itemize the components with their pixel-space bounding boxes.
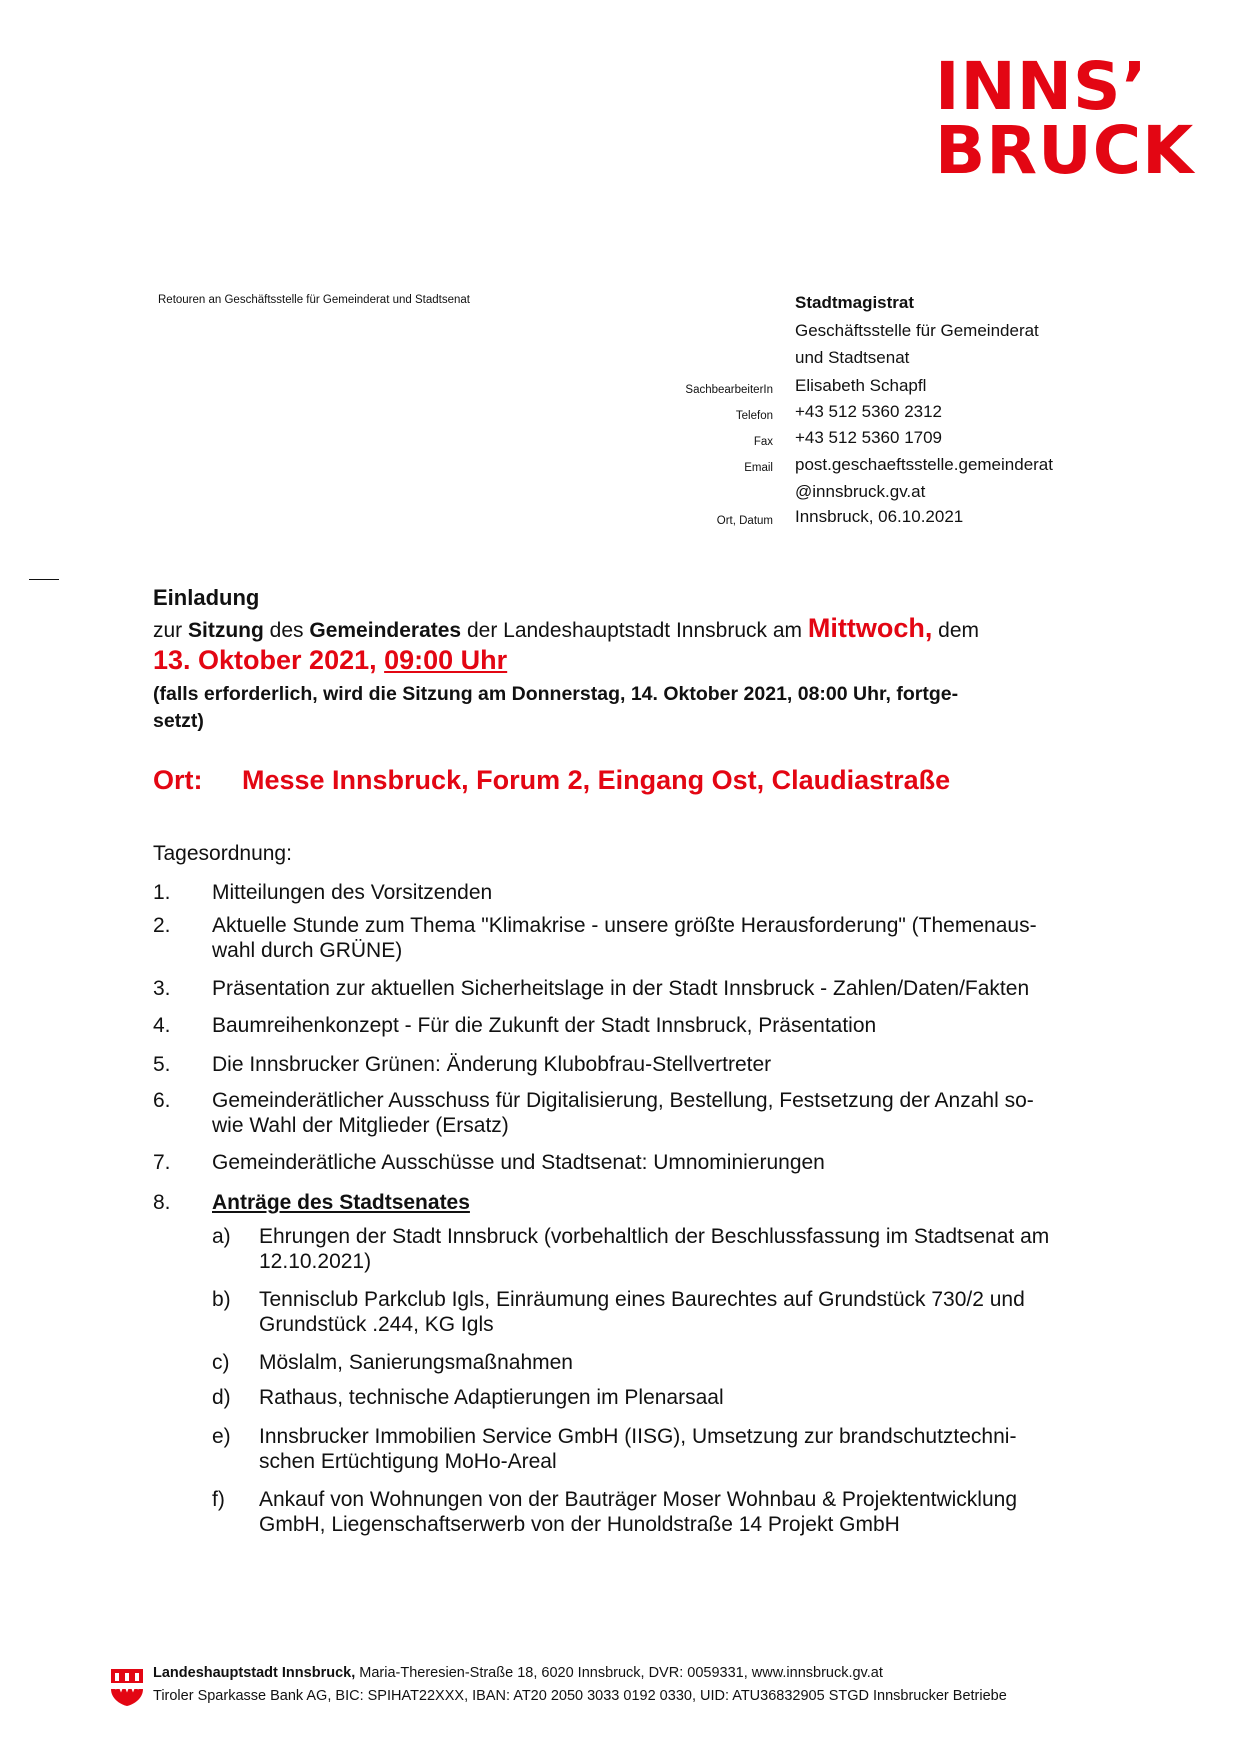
location-value: Messe Innsbruck, Forum 2, Eingang Ost, Claudiastraße — [242, 765, 951, 795]
subitem-label: b) — [212, 1288, 231, 1311]
intro-text-2: des — [263, 619, 310, 642]
meeting-date — [153, 645, 507, 676]
agenda-item-text-line-1: Aktuelle Stunde zum Thema "Klimakrise - unsere größte Herausforderung" (Themenaus- — [212, 914, 1037, 937]
agenda-item-text: Präsentation zur aktuellen Sicherheitslage in der Stadt Innsbruck - Zahlen/Daten/Fakten — [212, 977, 1030, 1000]
label-telefon: Telefon — [735, 410, 773, 422]
subitem-text-line-1: Ankauf von Wohnungen von der Bauträger Moser Wohnbau & Projektentwicklung — [259, 1488, 1018, 1511]
intro-text-1: zur — [153, 619, 189, 642]
subitem-text: Möslalm, Sanierungsmaßnahmen — [259, 1351, 573, 1374]
agenda-item-6 — [153, 1088, 1034, 1138]
value-telefon: +43 512 5360 2312 — [795, 402, 943, 421]
agenda-subitem-f — [212, 1487, 1017, 1537]
agenda-subitem-a — [212, 1224, 1049, 1274]
agenda-item-text-line-1: Gemeinderätlicher Ausschuss für Digitalisierung, Bestellung, Festsetzung der Anzahl so- — [212, 1089, 1034, 1112]
agenda-item-text: Mitteilungen des Vorsitzenden — [212, 881, 493, 904]
value-fax: +43 512 5360 1709 — [795, 428, 943, 447]
agenda-item-number: 8. — [153, 1191, 171, 1214]
agenda-item-number: 7. — [153, 1151, 171, 1174]
subitem-text — [259, 1487, 1017, 1537]
coat-of-arms-icon — [109, 1667, 145, 1707]
agenda-item-3 — [153, 976, 1029, 1001]
label-sachbearbeiterin: SachbearbeiterIn — [685, 384, 773, 396]
footer-line-1 — [153, 1665, 883, 1681]
agenda-item-number: 5. — [153, 1053, 171, 1076]
agenda-item-number: 2. — [153, 914, 171, 937]
continuation-note — [153, 681, 1113, 735]
subitem-text-line-1: Innsbrucker Immobilien Service GmbH (IISG), Umsetzung zur brandschutztechni- — [259, 1425, 1017, 1448]
agenda-item-text: Anträge des Stadtsenates — [212, 1191, 470, 1214]
agenda-item-number: 6. — [153, 1089, 171, 1112]
agenda-item-number: 1. — [153, 881, 171, 904]
sender-org: Stadtmagistrat — [795, 293, 915, 312]
subitem-text-line-2: GmbH, Liegenschaftserwerb von der Hunoldstraße 14 Projekt GmbH — [259, 1513, 900, 1536]
subitem-text — [259, 1287, 1025, 1337]
subitem-label: c) — [212, 1351, 230, 1374]
subitem-text — [259, 1224, 1049, 1274]
location-label: Ort: — [153, 765, 203, 795]
value-ort-datum: Innsbruck, 06.10.2021 — [795, 507, 964, 526]
subitem-text-line-2: 12.10.2021) — [259, 1250, 372, 1273]
footer-address: Maria-Theresien-Straße 18, 6020 Innsbruck, DVR: 0059331, www.innsbruck.gv.at — [355, 1665, 883, 1681]
agenda-item-number: 3. — [153, 977, 171, 1000]
agenda-item-text — [212, 913, 1037, 963]
agenda-item-text-line-2: wie Wahl der Mitglieder (Ersatz) — [212, 1114, 509, 1137]
value-email-line-2: @innsbruck.gv.at — [795, 482, 926, 501]
logo-line-1: INNS’ — [935, 48, 1148, 125]
subitem-label: a) — [212, 1225, 231, 1248]
subitem-text — [259, 1424, 1016, 1474]
label-ort-datum: Ort, Datum — [716, 515, 773, 527]
intro-day: Mittwoch, — [807, 613, 933, 643]
sender-dept-line-1: Geschäftsstelle für Gemeinderat — [795, 321, 1039, 340]
agenda-title: Tagesordnung: — [153, 842, 292, 865]
location — [153, 765, 950, 796]
intro-text-4: dem — [932, 619, 980, 642]
value-email-line-1: post.geschaeftsstelle.gemeinderat — [795, 455, 1053, 474]
subitem-label: d) — [212, 1386, 231, 1409]
meeting-time: 09:00 Uhr — [384, 645, 508, 675]
subitem-text-line-1: Ehrungen der Stadt Innsbruck (vorbehaltlich der Beschlussfassung im Stadtsenat am — [259, 1225, 1050, 1248]
agenda-subitem-b — [212, 1287, 1025, 1337]
subitem-label: e) — [212, 1425, 231, 1448]
note-line-2: setzt) — [153, 710, 204, 732]
agenda-item-text — [212, 1088, 1034, 1138]
agenda-item-5 — [153, 1052, 771, 1077]
agenda-item-1 — [153, 880, 492, 905]
subitem-text-line-2: Grundstück .244, KG Igls — [259, 1313, 494, 1336]
label-email: Email — [744, 462, 773, 474]
subitem-text: Rathaus, technische Adaptierungen im Plenarsaal — [259, 1386, 724, 1409]
agenda-item-text-line-2: wahl durch GRÜNE) — [212, 939, 403, 962]
note-line-1: (falls erforderlich, wird die Sitzung am Donnerstag, 14. Oktober 2021, 08:00 Uhr, fortge- — [153, 683, 959, 705]
agenda-item-number: 4. — [153, 1014, 171, 1037]
agenda-item-8 — [153, 1190, 470, 1215]
subitem-text-line-1: Tennisclub Parkclub Igls, Einräumung eines Baurechtes auf Grundstück 730/2 und — [259, 1288, 1025, 1311]
agenda-item-4 — [153, 1013, 876, 1038]
meeting-date-part: 13. Oktober 2021, — [153, 645, 385, 675]
intro-gemeinderates: Gemeinderates — [309, 619, 462, 642]
value-sachbearbeiterin: Elisabeth Schapfl — [795, 376, 927, 395]
agenda-item-text: Gemeinderätliche Ausschüsse und Stadtsenat: Umnominierungen — [212, 1151, 825, 1174]
logo-line-2: BRUCK — [935, 112, 1195, 189]
agenda-item-text: Die Innsbrucker Grünen: Änderung Klubobfrau-Stellvertreter — [212, 1053, 772, 1076]
footer-line-2: Tiroler Sparkasse Bank AG, BIC: SPIHAT22XXX, IBAN: AT20 2050 3033 0192 0330, UID: ATU36832905 STGD Innsbrucker Betriebe — [153, 1688, 1007, 1704]
invitation-intro — [153, 613, 979, 644]
agenda-item-7 — [153, 1150, 825, 1175]
agenda-item-text: Baumreihenkonzept - Für die Zukunft der Stadt Innsbruck, Präsentation — [212, 1014, 877, 1037]
sender-dept-line-2: und Stadtsenat — [795, 348, 910, 367]
agenda-item-2 — [153, 913, 1037, 963]
agenda-subitem-c — [212, 1350, 573, 1375]
intro-sitzung: Sitzung — [188, 619, 264, 642]
agenda-subitem-e — [212, 1424, 1016, 1474]
footer-org: Landeshauptstadt Innsbruck, — [153, 1665, 356, 1681]
agenda-subitem-d — [212, 1385, 724, 1410]
invitation-heading: Einladung — [153, 585, 260, 610]
return-address: Retouren an Geschäftsstelle für Gemeinderat und Stadtsenat — [158, 294, 470, 306]
subitem-label: f) — [212, 1488, 225, 1511]
innsbruck-logo — [935, 48, 1195, 189]
subitem-text-line-2: schen Ertüchtigung MoHo-Areal — [259, 1450, 557, 1473]
label-fax: Fax — [753, 436, 773, 448]
fold-mark — [29, 579, 59, 580]
intro-text-3: der Landeshauptstadt Innsbruck am — [461, 619, 808, 642]
